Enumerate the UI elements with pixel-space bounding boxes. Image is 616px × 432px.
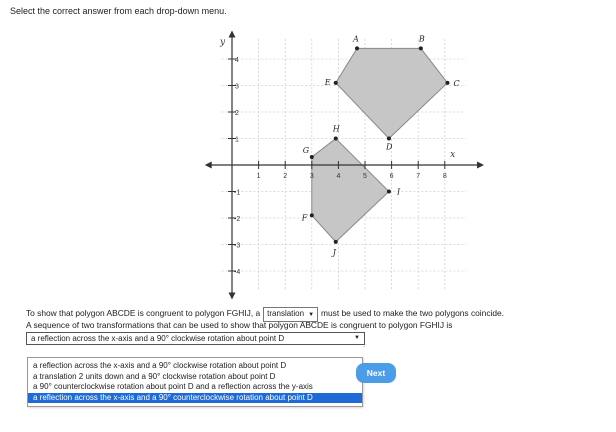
dropdown-option[interactable]: a 90° counterclockwise rotation about point D and a reflection across the y-axis	[33, 382, 313, 391]
y-axis-up-arrow-icon	[229, 31, 236, 38]
transformation-sequence-dropdown[interactable]	[26, 332, 365, 345]
dropdown-option[interactable]: a translation 2 units down and a 90° clockwise rotation about point D	[33, 371, 276, 381]
x-tick-label: 2	[283, 173, 288, 180]
point-j	[334, 240, 338, 244]
y-tick-label: 1	[235, 136, 239, 144]
x-tick-label: 7	[416, 173, 421, 180]
point-i	[387, 190, 391, 194]
transformation-type-value: translation	[267, 309, 305, 318]
point-c	[445, 81, 449, 85]
y-tick-label: -2	[234, 216, 241, 223]
point-label-h: H	[332, 124, 340, 134]
x-axis-label: x	[450, 150, 456, 160]
instruction-text: Select the correct answer from each drop-down menu.	[10, 6, 227, 16]
y-tick-label: 4	[235, 57, 239, 64]
question-line-1-before: To show that polygon ABCDE is congruent to polygon FGHIJ, a	[26, 308, 261, 318]
dropdown-option-highlighted[interactable]: a reflection across the x-axis and a 90° counterclockwise rotation about point D	[28, 393, 362, 404]
question-line-1-after: must be used to make the two polygons coincide.	[321, 308, 505, 318]
x-tick-label: 8	[442, 173, 447, 180]
point-d	[387, 137, 391, 141]
point-e	[334, 81, 338, 85]
x-tick-label: 6	[389, 173, 394, 180]
polygon-abcde	[336, 48, 448, 138]
point-label-b: B	[418, 34, 425, 44]
transformation-sequence-value: a reflection across the x-axis and a 90° clockwise rotation about point D	[31, 334, 285, 343]
dropdown-options-list[interactable]	[27, 357, 363, 407]
trailing-period: .	[363, 340, 366, 349]
point-a	[355, 46, 359, 50]
next-button[interactable]: Next	[356, 363, 396, 383]
y-tick-label: -3	[234, 242, 241, 250]
x-tick-label: 3	[309, 173, 314, 180]
dropdown-arrow-icon: ▼	[354, 335, 360, 341]
point-label-a: A	[353, 34, 359, 44]
point-g	[310, 155, 314, 159]
point-label-i: I	[396, 187, 401, 197]
point-b	[419, 46, 423, 50]
x-tick-label: 4	[336, 173, 341, 180]
dropdown-arrow-icon: ▼	[308, 312, 315, 318]
point-label-c: C	[453, 78, 460, 88]
x-axis-right-arrow-icon	[477, 162, 484, 169]
point-h	[334, 137, 338, 141]
y-tick-label: -4	[234, 269, 241, 276]
y-tick-label: 2	[235, 110, 239, 117]
y-axis-label: y	[220, 37, 226, 48]
point-f	[310, 213, 314, 217]
x-tick-label: 1	[256, 173, 261, 180]
x-tick-label: 5	[363, 173, 367, 180]
y-tick-label: -1	[234, 189, 241, 197]
x-axis-left-arrow-icon	[205, 162, 212, 169]
point-label-j: J	[332, 247, 336, 257]
point-label-e: E	[324, 77, 331, 87]
point-label-f: F	[301, 213, 308, 223]
polygon-fghij	[309, 139, 389, 242]
dropdown-option[interactable]: a reflection across the x-axis and a 90° clockwise rotation about point D	[33, 361, 287, 370]
point-label-d: D	[385, 142, 393, 152]
y-axis-down-arrow-icon	[229, 293, 236, 300]
point-label-g: G	[302, 146, 310, 156]
y-tick-label: 3	[235, 83, 239, 91]
question-line-2: A sequence of two transformations that can be used to show that polygon ABCDE is congruent to polygon FGHIJ is	[26, 320, 453, 330]
